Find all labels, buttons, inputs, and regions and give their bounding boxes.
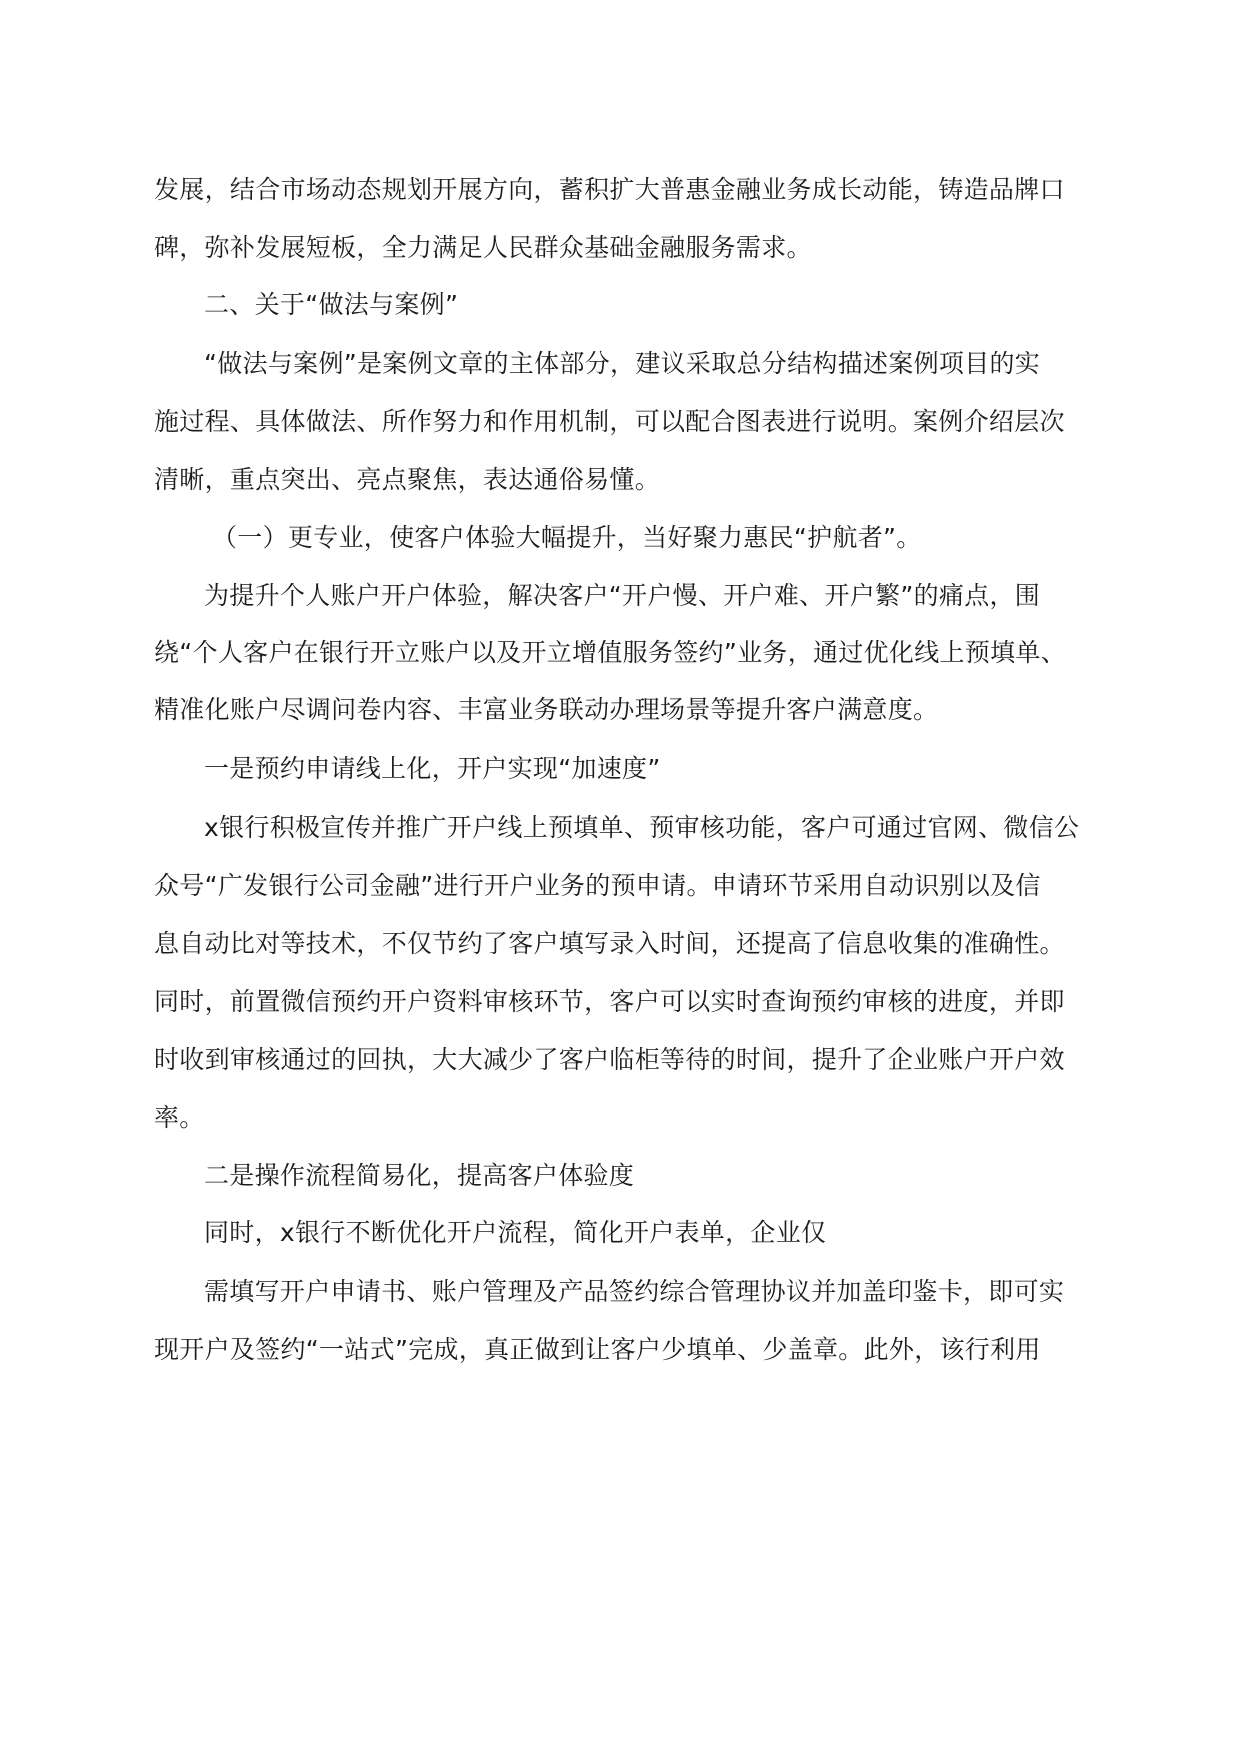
paragraph-line: 同时，x银行不断优化开户流程，简化开户表单，企业仅 <box>204 1218 827 1247</box>
paragraph-line: 发展，结合市场动态规划开展方向，蓄积扩大普惠金融业务成长动能，铸造品牌口 <box>154 175 1065 204</box>
paragraph-line: 为提升个人账户开户体验，解决客户“开户慢、开户难、开户繁”的痛点，围 <box>204 581 1041 610</box>
paragraph-line: 时收到审核通过的回执，大大减少了客户临柜等待的时间，提升了企业账户开户效 <box>154 1045 1065 1074</box>
paragraph-line: “做法与案例”是案例文章的主体部分，建议采取总分结构描述案例项目的实 <box>204 349 1041 378</box>
paragraph-line: 需填写开户申请书、账户管理及产品签约综合管理协议并加盖印鉴卡，即可实 <box>204 1277 1065 1306</box>
point-heading: 一是预约申请线上化，开户实现“加速度” <box>204 754 661 783</box>
paragraph-line: 率。 <box>154 1103 205 1132</box>
paragraph-line: 绕“个人客户在银行开立账户以及开立增值服务签约”业务，通过优化线上预填单、 <box>154 638 1067 667</box>
paragraph-line: 碑，弥补发展短板，全力满足人民群众基础金融服务需求。 <box>154 233 812 262</box>
paragraph-line: x银行积极宣传并推广开户线上预填单、预审核功能，客户可通过官网、微信公 <box>204 813 1080 842</box>
section-heading: 二、关于“做法与案例” <box>204 290 459 319</box>
paragraph-line: 精准化账户尽调问卷内容、丰富业务联动办理场景等提升客户满意度。 <box>154 695 939 724</box>
paragraph-line: 同时，前置微信预约开户资料审核环节，客户可以实时查询预约审核的进度，并即 <box>154 987 1065 1016</box>
paragraph-line: 现开户及签约“一站式”完成，真正做到让客户少填单、少盖章。此外，该行利用 <box>154 1335 1041 1364</box>
paragraph-line: 清晰，重点突出、亮点聚焦，表达通俗易懂。 <box>154 465 661 494</box>
paragraph-line: 众号“广发银行公司金融”进行开户业务的预申请。申请环节采用自动识别以及信 <box>154 871 1041 900</box>
paragraph-line: 施过程、具体做法、所作努力和作用机制，可以配合图表进行说明。案例介绍层次 <box>154 407 1065 436</box>
paragraph-line: 息自动比对等技术，不仅节约了客户填写录入时间，还提高了信息收集的准确性。 <box>154 929 1065 958</box>
point-heading: 二是操作流程简易化，提高客户体验度 <box>204 1161 635 1190</box>
subsection-heading: （一）更专业，使客户体验大幅提升，当好聚力惠民“护航者”。 <box>212 523 922 552</box>
